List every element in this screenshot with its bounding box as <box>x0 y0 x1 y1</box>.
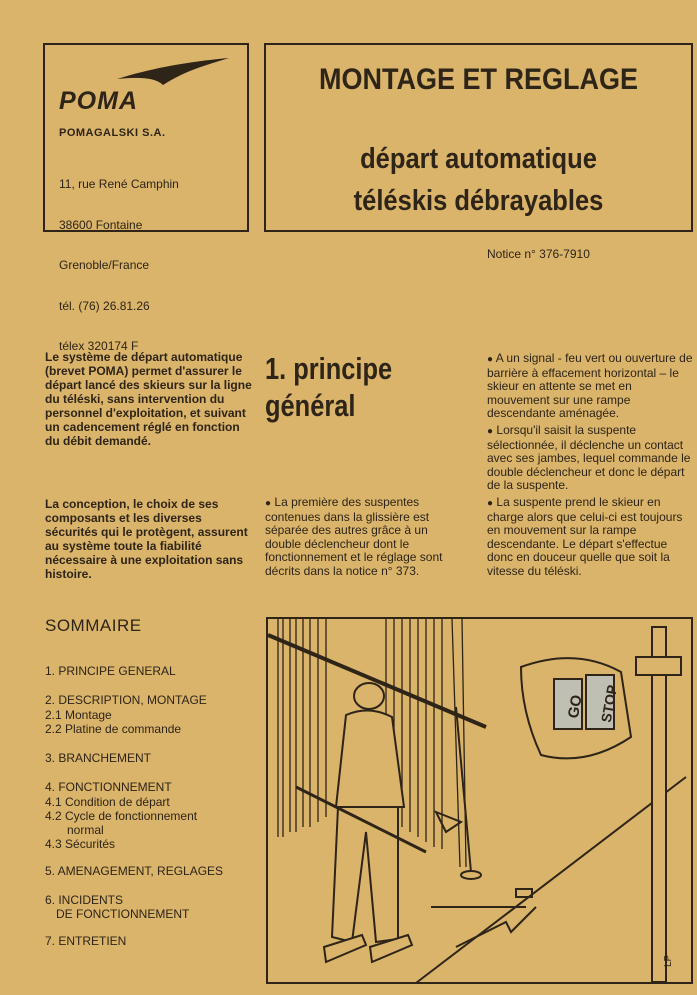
bullet-icon: ● <box>265 498 272 509</box>
toc-item: 6. INCIDENTS <box>45 893 124 907</box>
notice-number: Notice n° 376-7910 <box>487 247 590 261</box>
paragraph-text: La première des suspentes contenues dans la glissière est séparée des autres grâce à un double déclencheur dont le fonctionnement et le réglage sont décrits dans la notice n° 373. <box>265 495 443 578</box>
artist-signature: LP <box>663 954 674 967</box>
address-line: 11, rue René Camphin <box>59 177 179 191</box>
paragraph-col3-b <box>487 424 695 493</box>
toc-item: 1. PRINCIPE GENERAL <box>45 664 176 678</box>
document-subtitle-2: téléskis débrayables <box>353 185 604 217</box>
paragraph-col3-a <box>487 352 695 421</box>
toc-title: SOMMAIRE <box>45 616 142 635</box>
paragraph-col2 <box>265 496 465 579</box>
paragraph-text: La suspente prend le skieur en charge alors que celui-ci est toujours en mouvement sur la rampe descendante. Le départ s'effectue donc en douceur quelle que soit la vitesse du téléski. <box>487 495 683 578</box>
title-box <box>264 43 693 232</box>
toc-item: DE FONCTIONNEMENT <box>56 907 190 921</box>
company-name: POMAGALSKI S.A. <box>59 127 166 139</box>
toc-item: 4. FONCTIONNEMENT <box>45 780 172 794</box>
toc-item: 2.2 Platine de commande <box>45 722 182 736</box>
sign-stop-text: STOP <box>597 683 621 724</box>
section-title <box>265 350 392 424</box>
intro-paragraph-1: Le système de départ automatique (brevet POMA) permet d'assurer le départ lancé des skieurs sur la ligne du téléski, sans intervention du personnel d'exploitation, et suivant un cadencement réglé en fonction du débit demandé. <box>45 350 252 448</box>
company-logo-box <box>43 43 249 353</box>
toc-item: 7. ENTRETIEN <box>45 934 127 948</box>
bullet-icon: ● <box>487 498 494 509</box>
toc-item: 2.1 Montage <box>45 708 112 722</box>
swoosh-logo-icon <box>115 57 230 89</box>
section-title-line-2: général <box>265 388 356 423</box>
intro-paragraph-2: La conception, le choix de ses composants et les diverses sécurités qui le protègent, assurent au système toute la fiabilité nécessaire à une exploitation sans histoire. <box>45 497 248 581</box>
address-line: tél. (76) 26.81.26 <box>59 298 150 313</box>
paragraph-col3-c <box>487 496 695 579</box>
address-line: 38600 Fontaine <box>59 217 143 232</box>
skier-start-illustration <box>266 617 693 984</box>
address-line: Grenoble/France <box>59 258 150 272</box>
address-line: télex 320174 F <box>59 339 139 353</box>
toc-item: 2. DESCRIPTION, MONTAGE <box>45 693 207 707</box>
toc-item: 4.2 Cycle de fonctionnement <box>45 809 198 823</box>
section-title-line-1: 1. principe <box>265 351 393 386</box>
toc-item: normal <box>67 823 104 837</box>
paragraph-text: A un signal - feu vert ou ouverture de barrière à effacement horizontal – le skieur en attente se met en mouvement sur une rampe descendante aménagée. <box>487 351 693 421</box>
document-subtitle-1: départ automatique <box>360 143 597 175</box>
document-title: MONTAGE ET REGLAGE <box>318 63 638 96</box>
brand-logo-text: POMA <box>59 87 138 115</box>
toc-item: 4.3 Sécurités <box>45 837 116 851</box>
toc-item: 4.1 Condition de départ <box>45 795 170 809</box>
bullet-icon: ● <box>487 426 494 437</box>
toc-item: 3. BRANCHEMENT <box>45 751 152 765</box>
sign-go-text: GO <box>564 693 586 720</box>
paragraph-text: Lorsqu'il saisit la suspente sélectionnée, il déclenche un contact avec ses jambes, lequel commande le double déclencheur et donc le départ de la suspente. <box>487 423 691 493</box>
company-address <box>59 151 179 381</box>
bullet-icon: ● <box>487 354 494 365</box>
toc-item: 5. AMENAGEMENT, REGLAGES <box>45 864 224 878</box>
